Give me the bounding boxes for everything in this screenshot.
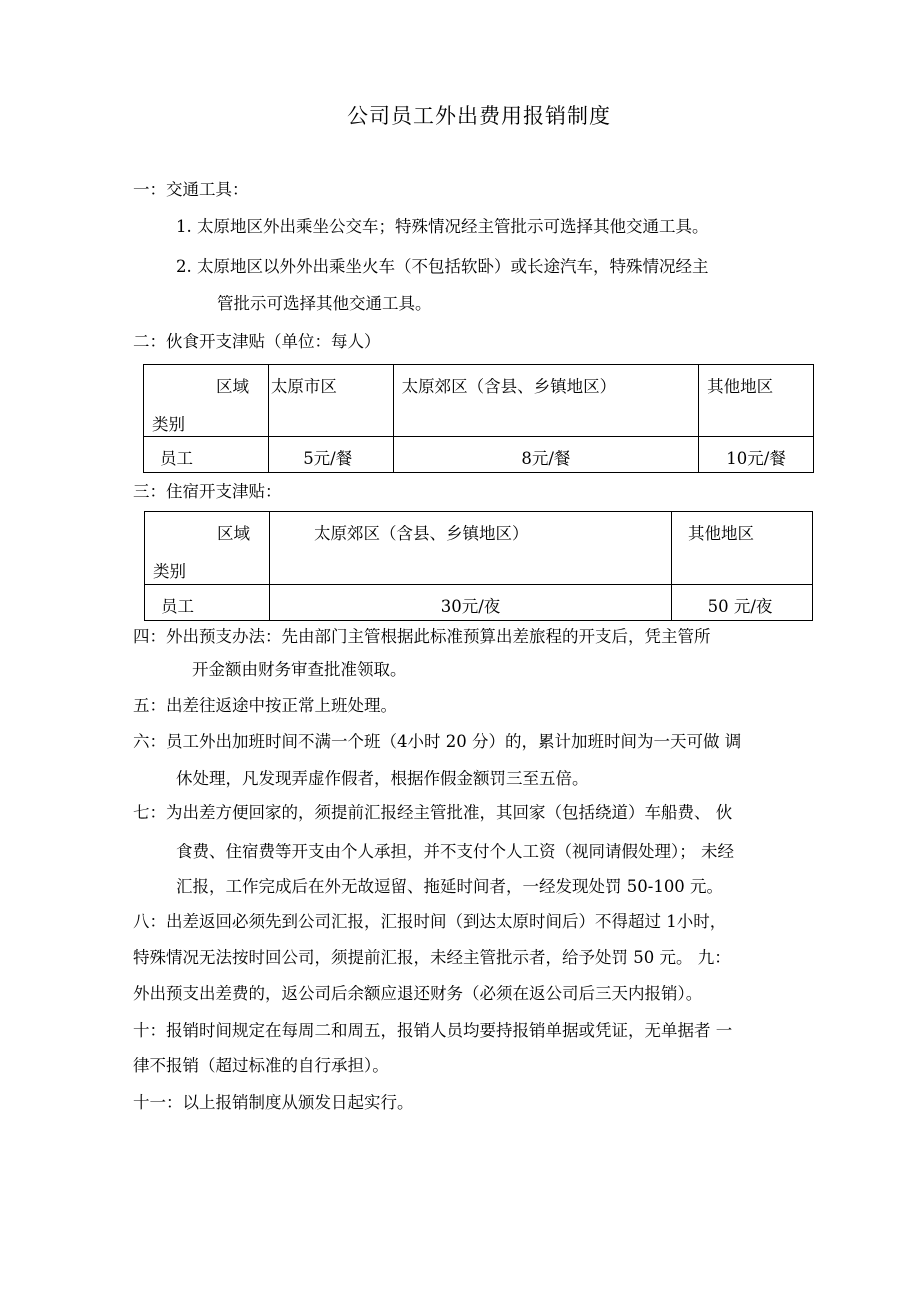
lodging-table-value-cell [672, 585, 813, 621]
meal-table-header-cell [699, 365, 814, 437]
section-4-line-2: 开金额由财务审查批准领取。 [192, 660, 407, 679]
section-7-line-1: 七：为出差方便回家的，须提前汇报经主管批准，其回家（包括绕道）车船费、 伙 [133, 803, 733, 822]
lodging-table-value-cell [270, 585, 672, 621]
section-10-line-1: 十：报销时间规定在每周二和周五，报销人员均要持报销单据或凭证，无单据者 一 [133, 1021, 733, 1040]
lodging-table-header-cell [672, 512, 813, 585]
lodging-table-value-taiyuan-suburb: 30元/夜 [440, 597, 501, 616]
lodging-table-column-taiyuan-suburb: 太原郊区（含县、乡镇地区） [314, 524, 529, 543]
meal-table-header-cell [268, 365, 393, 437]
section-4-line-1: 四：外出预支办法：先由部门主管根据此标准预算出差旅程的开支后，凭主管所 [133, 627, 711, 646]
meal-table-region-label: 区域 [216, 377, 249, 396]
meal-table-row-label-cell [144, 437, 269, 473]
section-7-line-3: 汇报，工作完成后在外无故逗留、拖延时间者，一经发现处罚 50-100 元。 [176, 877, 724, 896]
section-8-line-2: 特殊情况无法按时回公司，须提前汇报，未经主管批示者，给予处罚 50 元。 九： [133, 948, 731, 967]
meal-allowance-table [143, 364, 814, 473]
meal-table-value-cell [268, 437, 393, 473]
section-2-heading: 二：伙食开支津贴（单位：每人） [133, 332, 381, 351]
lodging-table-corner-cell [145, 512, 270, 585]
section-1-item-2-line-1: 2. 太原地区以外外出乘坐火车（不包括软卧）或长途汽车，特殊情况经主 [176, 257, 709, 276]
meal-table-column-other-regions: 其他地区 [707, 377, 774, 396]
section-11-line-1: 十一：以上报销制度从颁发日起实行。 [133, 1093, 414, 1112]
meal-table-value-taiyuan-suburb: 8元/餐 [521, 449, 571, 468]
section-8-line-3: 外出预支出差费的，返公司后余额应退还财务（必须在返公司后三天内报销）。 [133, 984, 703, 1003]
meal-table-row-employee: 员工 [160, 449, 193, 468]
section-5-line-1: 五：出差往返途中按正常上班处理。 [133, 696, 397, 715]
section-7-line-2: 食费、住宿费等开支由个人承担，并不支付个人工资（视同请假处理）； 未经 [176, 842, 734, 861]
section-10-line-2: 律不报销（超过标准的自行承担）。 [133, 1056, 389, 1075]
section-1-item-2-line-2: 管批示可选择其他交通工具。 [217, 294, 432, 313]
section-1-item-1: 1. 太原地区外出乘坐公交车；特殊情况经主管批示可选择其他交通工具。 [176, 217, 709, 236]
lodging-table-column-other-regions: 其他地区 [688, 524, 754, 543]
lodging-table-category-label: 类别 [153, 562, 186, 581]
lodging-table-region-label: 区域 [217, 524, 250, 543]
document-title: 公司员工外出费用报销制度 [347, 104, 611, 128]
lodging-allowance-table [144, 511, 813, 621]
meal-table-column-taiyuan-suburb: 太原郊区（含县、乡镇地区） [401, 377, 617, 396]
meal-table-corner-cell [144, 365, 269, 437]
lodging-table-value-other-regions: 50 元/夜 [707, 597, 773, 616]
meal-table-value-other-regions: 10元/餐 [726, 449, 786, 468]
meal-table-column-taiyuan-city: 太原市区 [270, 377, 337, 396]
lodging-table-row-label-cell [145, 585, 270, 621]
meal-table-value-cell [699, 437, 814, 473]
section-8-line-1: 八：出差返回必须先到公司汇报，汇报时间（到达太原时间后）不得超过 1小时， [133, 912, 727, 931]
section-1-heading: 一：交通工具： [133, 180, 249, 199]
section-3-heading: 三：住宿开支津贴： [133, 482, 282, 501]
meal-table-value-taiyuan-city: 5元/餐 [303, 449, 353, 468]
section-6-line-2: 休处理，凡发现弄虚作假者，根据作假金额罚三至五倍。 [176, 769, 589, 788]
meal-table-header-cell [393, 365, 699, 437]
meal-table-value-cell [393, 437, 699, 473]
lodging-table-header-cell [270, 512, 672, 585]
meal-table-category-label: 类别 [152, 415, 185, 434]
section-6-line-1: 六：员工外出加班时间不满一个班（4小时 20 分）的，累计加班时间为一天可做 调 [133, 732, 742, 751]
lodging-table-row-employee: 员工 [161, 597, 194, 616]
